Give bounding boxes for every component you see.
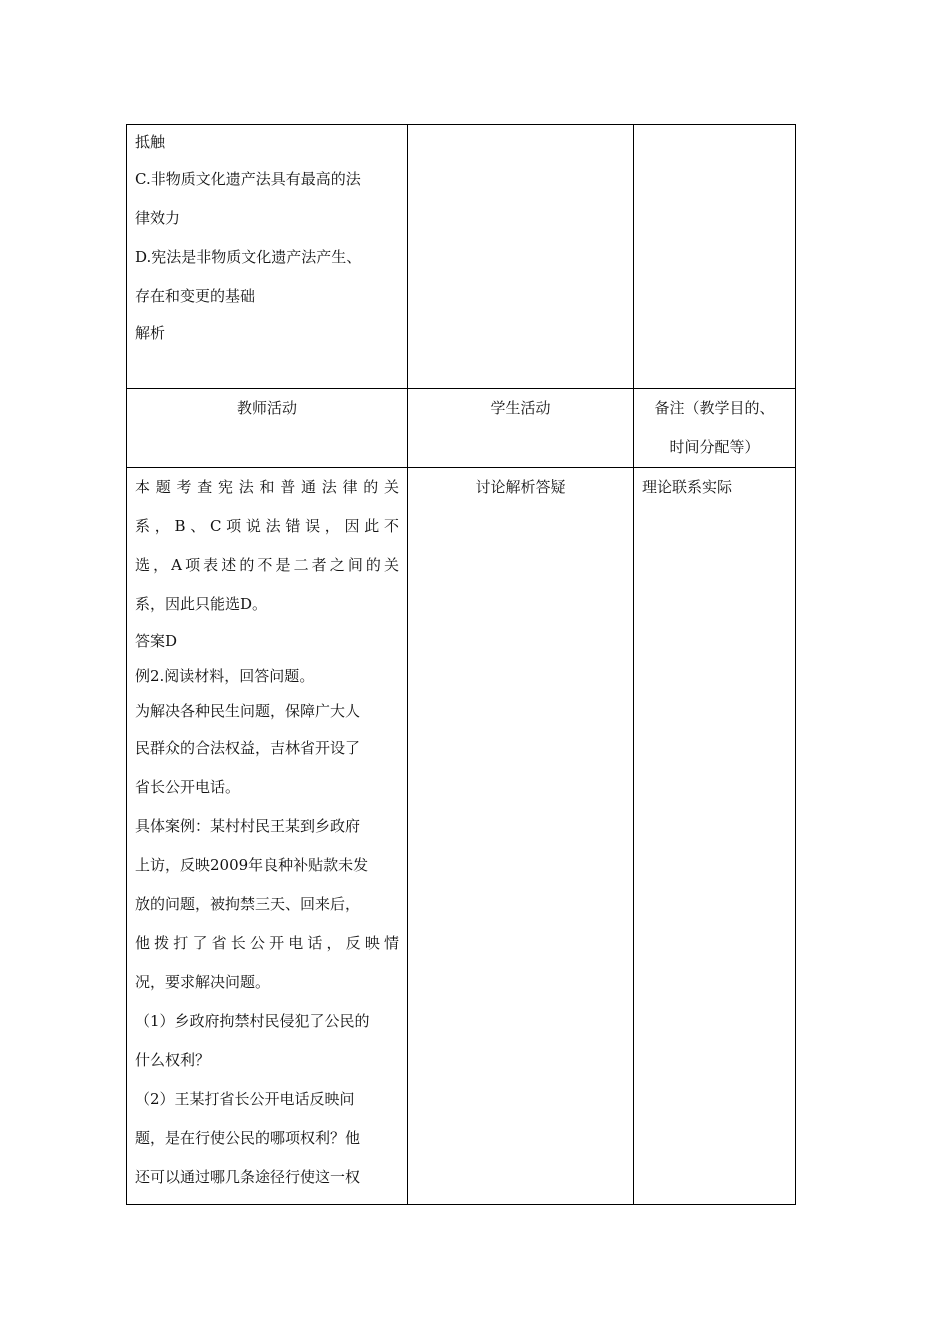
- text-line: 律效力: [135, 209, 181, 227]
- text-line: D.宪法是非物质文化遗产法产生、: [135, 248, 362, 266]
- table-row: [127, 125, 796, 389]
- header-row: [127, 389, 796, 468]
- text-line: 放的问题，被拘禁三天、回来后，: [135, 895, 361, 913]
- text-line: 存在和变更的基础: [135, 287, 256, 305]
- text-line: 省长公开电话。: [135, 778, 241, 796]
- note-cell: [634, 125, 796, 389]
- text-line: 答案D: [135, 632, 178, 650]
- text-line: 解析: [135, 324, 166, 342]
- header-note-line: 备注（教学目的、: [654, 399, 775, 417]
- text-line: 为解决各种民生问题，保障广大人: [135, 702, 361, 720]
- student-activity-text: 讨论解析答疑: [475, 478, 566, 496]
- teacher-activity-cell: [127, 468, 408, 1205]
- text-line: 上访，反映2009年良种补贴款未发: [135, 856, 369, 874]
- text-line: 选，A项表述的不是二者之间的关: [135, 556, 399, 574]
- text-line: 系，B、C项说法错误，因此不: [135, 517, 399, 535]
- text-line: 什么权利？: [135, 1051, 211, 1069]
- text-line: 本题考查宪法和普通法律的关: [135, 478, 399, 496]
- header-note: [634, 389, 796, 468]
- text-line: 还可以通过哪几条途径行使这一权: [135, 1168, 361, 1186]
- text-line: 况，要求解决问题。: [135, 973, 271, 991]
- text-line: 民群众的合法权益，吉林省开设了: [135, 739, 361, 757]
- text-line: （1）乡政府拘禁村民侵犯了公民的: [135, 1012, 370, 1030]
- text-line: 具体案例：某村村民王某到乡政府: [135, 817, 361, 835]
- note-text: 理论联系实际: [642, 478, 733, 496]
- text-line: C.非物质文化遗产法具有最高的法: [135, 170, 361, 188]
- header-student-activity: 学生活动: [408, 389, 634, 468]
- student-activity-cell: [408, 468, 634, 1205]
- text-line: （2）王某打省长公开电话反映问: [135, 1090, 355, 1108]
- text-line: 例2.阅读材料，回答问题。: [135, 667, 315, 685]
- lesson-plan-table: [126, 124, 796, 1205]
- table-row: [127, 468, 796, 1205]
- text-line: 他拨打了省长公开电话，反映情: [135, 934, 399, 952]
- header-teacher-activity: 教师活动: [127, 389, 408, 468]
- note-cell: [634, 468, 796, 1205]
- text-line: 题，是在行使公民的哪项权利？他: [135, 1129, 361, 1147]
- header-note-line: 时间分配等）: [669, 438, 760, 456]
- teacher-activity-cell: [127, 125, 408, 389]
- text-line: 抵触: [135, 133, 166, 151]
- text-line: 系，因此只能选D。: [135, 595, 268, 613]
- student-activity-cell: [408, 125, 634, 389]
